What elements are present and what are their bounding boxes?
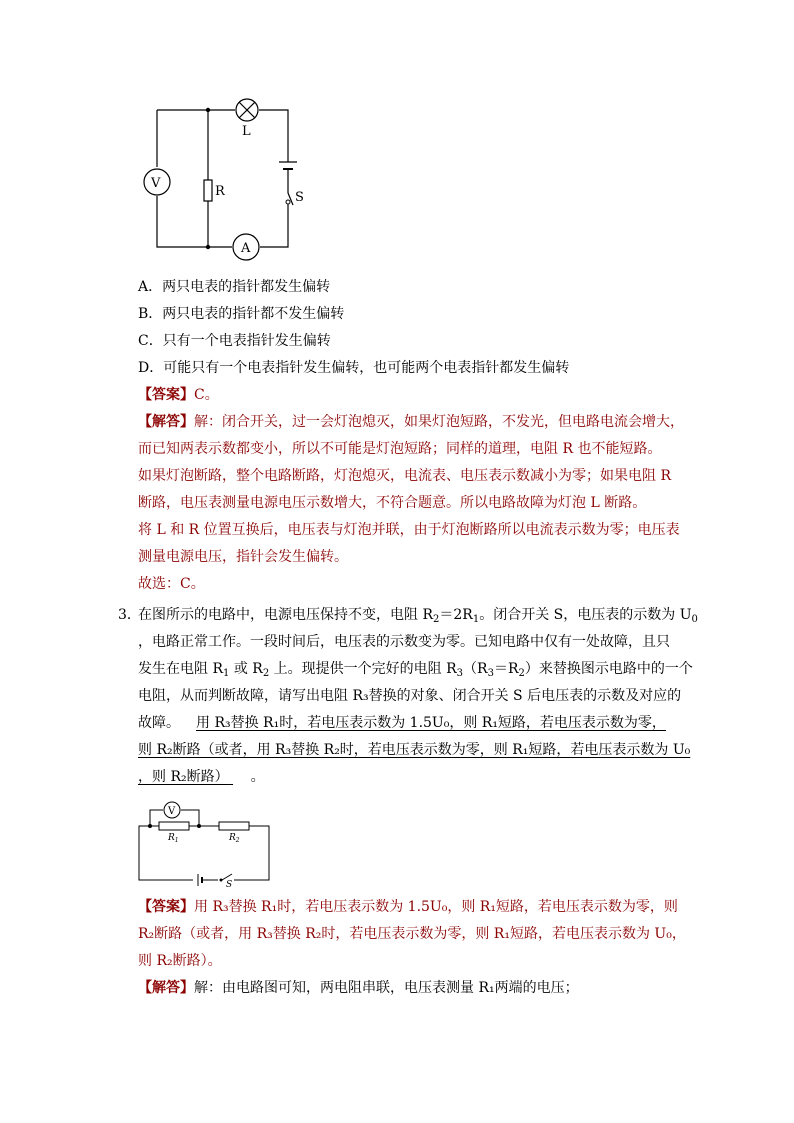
resistor-r1-label: $R_1$ — [168, 833, 179, 844]
q2-analysis-line-3: 如果灯泡断路，整个电路断路，灯泡熄灭，电流表、电压表示数减小为零；如果电阻 R — [138, 468, 671, 484]
q3-line-7: ，则 R₂断路） 。 — [138, 769, 265, 785]
resistor-label: R — [215, 184, 225, 199]
q3-fill-answer-3: ，则 R₂断路） — [138, 769, 229, 785]
q3-answer-line-3: 则 R₂断路）。 — [138, 953, 222, 969]
q3-fill-answer-1: 用 R₃替换 R₁时，若电压表示数为 1.5U₀，则 R₁短路，若电压表示数为零， — [196, 715, 666, 731]
q2-analysis-line-6: 测量电源电压，指针会发生偏转。 — [138, 549, 348, 565]
q2-analysis-line-7: 故选：C。 — [138, 576, 205, 592]
ammeter-label: A — [241, 241, 251, 256]
option-c: C．只有一个电表指针发生偏转 — [138, 333, 331, 349]
voltmeter-label: V — [151, 176, 161, 191]
q2-analysis-line-2: 而已知两表示数都变小，所以不可能是灯泡短路；同样的道理，电阻 R 也不能短路。 — [138, 441, 662, 457]
q3-line-2: ，电路正常工作。一段时间后，电压表的示数变为零。已知电路中仅有一处故障，且只 — [138, 634, 670, 650]
q3-number: 3． — [118, 607, 141, 623]
q3-line-5: 故障。 用 R₃替换 R₁时，若电压表示数为 1.5U₀，则 R₁短路，若电压表示数为零， — [138, 715, 666, 731]
option-b: B．两只电表的指针都不发生偏转 — [138, 306, 345, 322]
q3-answer-line-1: 【答案】用 R₃替换 R₁时，若电压表示数为 1.5U₀，则 R₁短路，若电压表示数为零，则 — [138, 899, 678, 915]
q3-line-3: 发生在电阻 $R_1$ 或 $R_2$ 上。现提供一个完好的电阻 $R_3(R_3=R_2)$来替换图示电路中的一个 — [138, 661, 693, 679]
switch-label: S — [295, 190, 304, 205]
option-d: D．可能只有一个电表指针发生偏转，也可能两个电表指针都发生偏转 — [138, 360, 570, 376]
option-a: A．两只电表的指针都发生偏转 — [138, 279, 331, 295]
q2-analysis-line-1: 【解答】解：闭合开关，过一会灯泡熄灭，如果灯泡短路，不发光，但电路电流会增大， — [138, 414, 684, 430]
q3-solution-line-1: 【解答】解：由电路图可知，两电阻串联，电压表测量 R₁两端的电压； — [138, 980, 579, 996]
switch-label-2: S — [226, 880, 233, 888]
q3-line-4: 电阻，从而判断故障，请写出电阻 R₃替换的对象、闭合开关 S 后电压表的示数及对应的 — [138, 688, 682, 704]
q3-answer-line-2: R₂断路（或者，用 R₃替换 R₂时，若电压表示数为零，则 R₁短路，若电压表示数为 U₀， — [138, 926, 686, 942]
q2-analysis-line-5: 将 L 和 R 位置互换后，电压表与灯泡并联，由于灯泡断路所以电流表示数为零；电压表 — [138, 522, 680, 538]
q3-line-1: 在图所示的电路中，电源电压保持不变，电阻 $R_2=2R_1$。闭合开关 S，电压表的示数为 $U_0$ — [138, 607, 698, 625]
circuit-diagram-1 — [135, 95, 310, 270]
q2-answer: 【答案】C。 — [138, 387, 219, 403]
voltmeter-label-2: V — [168, 806, 176, 817]
circuit-diagram-2 — [136, 796, 274, 888]
q3-fill-answer-2: 则 R₂断路（或者，用 R₃替换 R₂时，若电压表示数为零，则 R₁短路，若电压表示数为 U₀ — [138, 742, 691, 758]
resistor-r2-label: $R_2$ — [229, 833, 240, 844]
q2-analysis-line-4: 断路，电压表测量电源电压示数增大，不符合题意。所以电路故障为灯泡 L 断路。 — [138, 495, 647, 511]
lamp-label: L — [242, 124, 251, 139]
